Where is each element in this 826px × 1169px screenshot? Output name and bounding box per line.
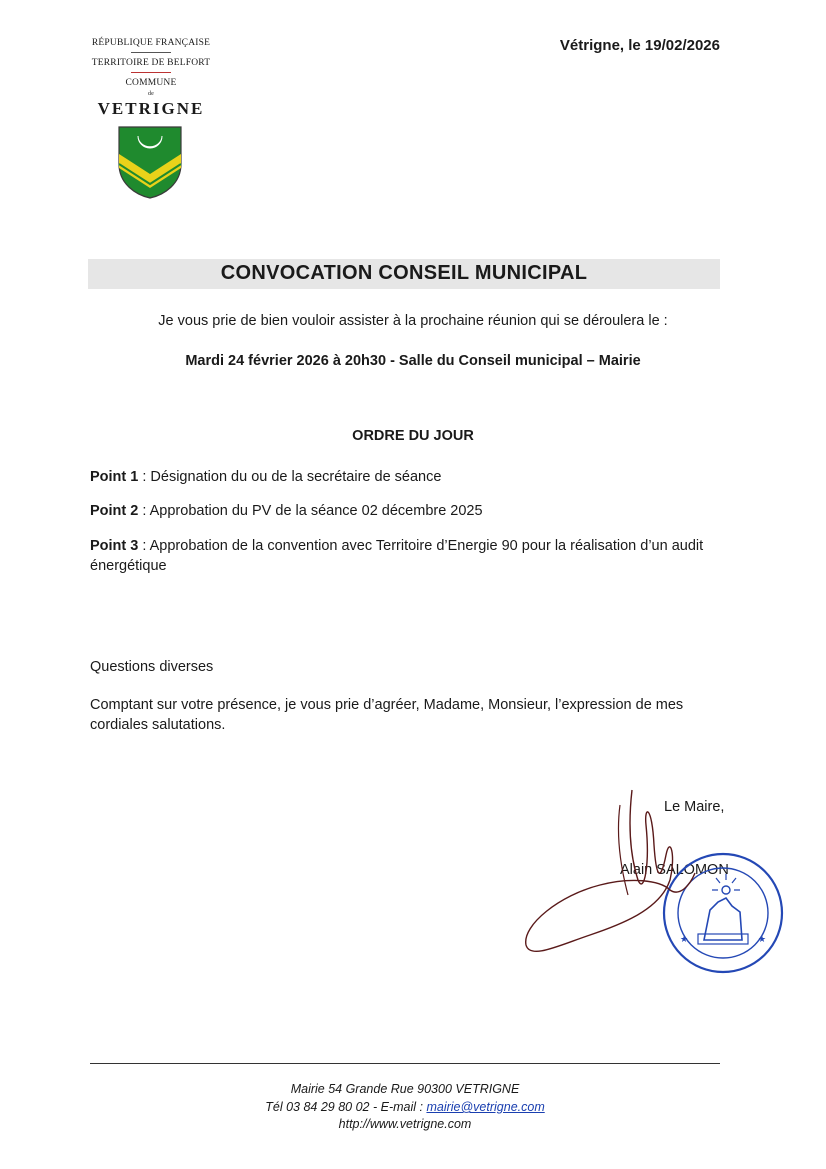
document-title: CONVOCATION CONSEIL MUNICIPAL	[220, 262, 588, 284]
agenda-point-label: Point 1	[90, 469, 139, 485]
footer-divider	[90, 1063, 720, 1064]
agenda-point-2	[90, 501, 730, 521]
agenda-point-text: : Approbation du PV de la séance 02 décembre 2025	[138, 503, 483, 519]
coat-of-arms-icon	[116, 124, 184, 200]
agenda-point-3	[90, 536, 730, 576]
handwritten-signature-icon	[520, 785, 720, 975]
header-town: VETRIGNE	[97, 99, 205, 118]
header-republic: RÉPUBLIQUE FRANÇAISE	[91, 38, 211, 48]
footer-website[interactable]: http://www.vetrigne.com	[338, 1117, 472, 1131]
signature-name: Alain SALOMON	[620, 862, 729, 878]
header-territory: TERRITOIRE DE BELFORT	[91, 58, 211, 68]
footer-address: Mairie 54 Grande Rue 90300 VETRIGNE	[290, 1082, 520, 1096]
signature-role: Le Maire,	[664, 799, 725, 815]
svg-text:★: ★	[680, 934, 689, 944]
agenda-point-text: : Approbation de la convention avec Territoire d’Energie 90 pour la réalisation d’un audit énergétique	[90, 538, 704, 574]
agenda-point-label: Point 3	[90, 538, 139, 554]
footer-phone: Tél 03 84 29 80 02 - E-mail :	[265, 1100, 427, 1114]
closing-paragraph: Comptant sur votre présence, je vous prie d’agréer, Madame, Monsieur, l’expression de mes cordiales salutations.	[90, 697, 684, 733]
date-line: Vétrigne, le 19/02/2026	[559, 37, 720, 54]
questions-diverses: Questions diverses	[90, 659, 214, 675]
invitation-text: Je vous prie de bien vouloir assister à la prochaine réunion qui se déroulera le :	[158, 313, 668, 329]
agenda-point-label: Point 2	[90, 503, 139, 519]
footer-contact	[90, 1098, 720, 1116]
footer-email-link[interactable]: mairie@vetrigne.com	[426, 1100, 545, 1114]
header-divider	[131, 52, 171, 53]
agenda-point-text: : Désignation du ou de la secrétaire de séance	[138, 469, 442, 485]
header-divider	[131, 72, 171, 73]
agenda-point-1	[90, 467, 730, 487]
meeting-details: Mardi 24 février 2026 à 20h30 - Salle du Conseil municipal – Mairie	[185, 353, 641, 369]
header-commune: COMMUNE	[125, 78, 177, 88]
header-de: de	[147, 91, 155, 97]
svg-text:★: ★	[758, 934, 767, 944]
agenda-heading: ORDRE DU JOUR	[352, 428, 474, 444]
